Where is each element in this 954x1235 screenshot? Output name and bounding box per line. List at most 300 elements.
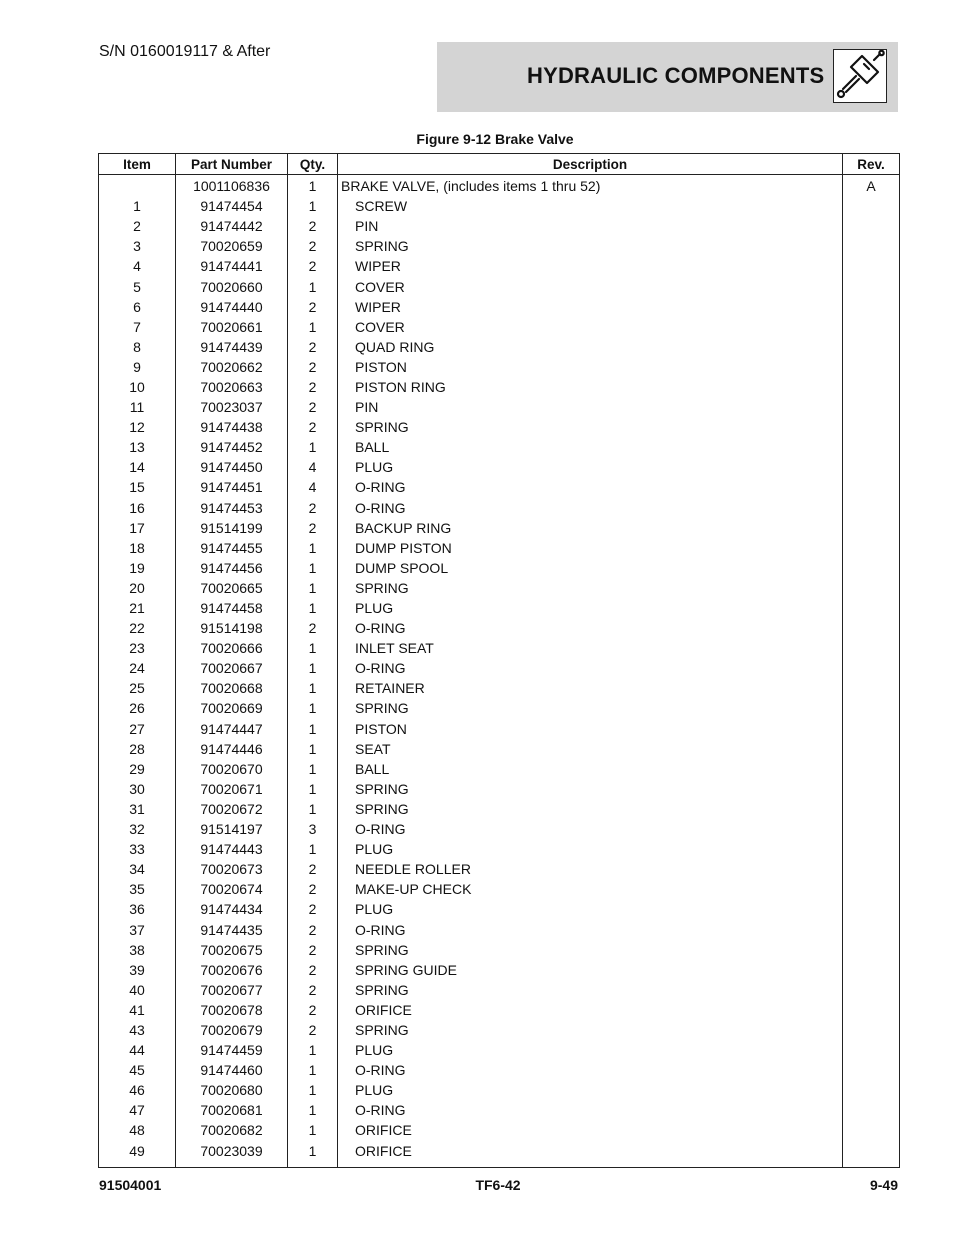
table-row: [99, 980, 900, 1000]
cell-description: COVER: [338, 276, 843, 296]
cell-rev: [843, 196, 900, 216]
cell-qty: 3: [288, 819, 338, 839]
cell-part-number: 1001106836: [176, 175, 288, 197]
cell-rev: [843, 538, 900, 558]
cell-part-number: 70020659: [176, 236, 288, 256]
cell-part-number: 91474452: [176, 437, 288, 457]
table-row: [99, 276, 900, 296]
cell-part-number: 70020662: [176, 357, 288, 377]
cell-description: PIN: [338, 216, 843, 236]
cell-item: 23: [99, 638, 176, 658]
cell-rev: [843, 799, 900, 819]
cell-item: 45: [99, 1060, 176, 1080]
cell-description: QUAD RING: [338, 337, 843, 357]
cell-description: ORIFICE: [338, 1120, 843, 1140]
cell-description: SCREW: [338, 196, 843, 216]
cell-item: 28: [99, 739, 176, 759]
cell-qty: 2: [288, 940, 338, 960]
table-row: [99, 297, 900, 317]
cell-part-number: 70020666: [176, 638, 288, 658]
cell-part-number: 91474442: [176, 216, 288, 236]
cell-part-number: 91474450: [176, 457, 288, 477]
cell-part-number: 70020678: [176, 1000, 288, 1020]
table-row: [99, 859, 900, 879]
cell-qty: 1: [288, 779, 338, 799]
cell-item: 36: [99, 899, 176, 919]
cell-qty: 1: [288, 739, 338, 759]
cell-description: BACKUP RING: [338, 518, 843, 538]
table-row: [99, 819, 900, 839]
cell-part-number: 70023039: [176, 1141, 288, 1161]
table-row: [99, 377, 900, 397]
table-row: [99, 357, 900, 377]
cell-description: PISTON: [338, 357, 843, 377]
table-row: [99, 698, 900, 718]
cell-item: 33: [99, 839, 176, 859]
cell-qty: 2: [288, 980, 338, 1000]
cell-part-number: 70020680: [176, 1080, 288, 1100]
cell-description: NEEDLE ROLLER: [338, 859, 843, 879]
cell-part-number: 70020670: [176, 759, 288, 779]
cell-description: O-RING: [338, 819, 843, 839]
table-row: [99, 196, 900, 216]
table-row: [99, 759, 900, 779]
table-row: [99, 216, 900, 236]
cell-item: 32: [99, 819, 176, 839]
cell-rev: [843, 759, 900, 779]
cell-part-number: 70020661: [176, 317, 288, 337]
cell-rev: [843, 960, 900, 980]
cell-qty: 2: [288, 397, 338, 417]
cell-item: 12: [99, 417, 176, 437]
cell-item: 24: [99, 658, 176, 678]
cell-description: O-RING: [338, 1100, 843, 1120]
cell-part-number: 70020663: [176, 377, 288, 397]
cell-part-number: 91474439: [176, 337, 288, 357]
cell-part-number: 70020672: [176, 799, 288, 819]
table-row: [99, 457, 900, 477]
cell-rev: [843, 518, 900, 538]
cell-part-number: 91474435: [176, 919, 288, 939]
cell-rev: [843, 457, 900, 477]
cell-description: COVER: [338, 317, 843, 337]
cell-part-number: 91474453: [176, 498, 288, 518]
cell-rev: A: [843, 175, 900, 197]
cell-description: PLUG: [338, 1040, 843, 1060]
cell-item: 35: [99, 879, 176, 899]
cell-rev: [843, 618, 900, 638]
table-body: [99, 175, 900, 1168]
section-title: HYDRAULIC COMPONENTS: [527, 63, 825, 88]
table-row: [99, 175, 900, 197]
cell-rev: [843, 357, 900, 377]
cell-item: 22: [99, 618, 176, 638]
table-row: [99, 739, 900, 759]
cell-description: O-RING: [338, 658, 843, 678]
cell-rev: [843, 1080, 900, 1100]
table-row: [99, 1141, 900, 1161]
cell-qty: 1: [288, 759, 338, 779]
table-row: [99, 538, 900, 558]
table-row: [99, 658, 900, 678]
cell-qty: 2: [288, 1020, 338, 1040]
cell-qty: 2: [288, 256, 338, 276]
table-row: [99, 638, 900, 658]
cell-description: O-RING: [338, 618, 843, 638]
cell-rev: [843, 377, 900, 397]
cell-description: DUMP PISTON: [338, 538, 843, 558]
table-row: [99, 960, 900, 980]
cell-description: SPRING: [338, 578, 843, 598]
cell-item: 15: [99, 477, 176, 497]
cell-item: 11: [99, 397, 176, 417]
cell-qty: 2: [288, 357, 338, 377]
cell-rev: [843, 236, 900, 256]
cell-part-number: 70020677: [176, 980, 288, 1000]
cell-item: 25: [99, 678, 176, 698]
cell-description: BRAKE VALVE, (includes items 1 thru 52): [338, 175, 843, 197]
table-spacer-row: [99, 1161, 900, 1168]
table-row: [99, 719, 900, 739]
cell-qty: 1: [288, 558, 338, 578]
cell-part-number: 70020669: [176, 698, 288, 718]
cell-qty: 2: [288, 1000, 338, 1020]
parts-table: [98, 153, 900, 1168]
cell-item: 49: [99, 1141, 176, 1161]
cell-description: SPRING: [338, 940, 843, 960]
cell-item: 38: [99, 940, 176, 960]
cell-item: 1: [99, 196, 176, 216]
cell-item: 26: [99, 698, 176, 718]
column-header-part-number: Part Number: [176, 154, 288, 175]
cell-qty: 1: [288, 317, 338, 337]
cell-rev: [843, 678, 900, 698]
cell-description: INLET SEAT: [338, 638, 843, 658]
spacer-cell: [99, 1161, 176, 1168]
column-header-qty: Qty.: [288, 154, 338, 175]
cell-rev: [843, 638, 900, 658]
cell-rev: [843, 1141, 900, 1161]
cell-part-number: 91474451: [176, 477, 288, 497]
cell-qty: 1: [288, 276, 338, 296]
cell-description: PLUG: [338, 598, 843, 618]
cell-part-number: 91474460: [176, 1060, 288, 1080]
cell-qty: 2: [288, 899, 338, 919]
cell-rev: [843, 578, 900, 598]
cell-item: 48: [99, 1120, 176, 1140]
table-row: [99, 1020, 900, 1040]
spacer-cell: [843, 1161, 900, 1168]
cell-part-number: 70020665: [176, 578, 288, 598]
cell-description: SPRING GUIDE: [338, 960, 843, 980]
table-row: [99, 477, 900, 497]
cell-rev: [843, 1120, 900, 1140]
cell-part-number: 70023037: [176, 397, 288, 417]
cell-item: 3: [99, 236, 176, 256]
cell-rev: [843, 940, 900, 960]
cell-qty: 4: [288, 477, 338, 497]
cell-item: 10: [99, 377, 176, 397]
cell-part-number: 91514197: [176, 819, 288, 839]
cell-item: 2: [99, 216, 176, 236]
cell-part-number: 70020667: [176, 658, 288, 678]
cell-item: 6: [99, 297, 176, 317]
cell-rev: [843, 1000, 900, 1020]
cell-rev: [843, 1100, 900, 1120]
cell-rev: [843, 397, 900, 417]
cell-rev: [843, 437, 900, 457]
cell-description: SPRING: [338, 236, 843, 256]
table-row: [99, 337, 900, 357]
column-header-rev: Rev.: [843, 154, 900, 175]
cell-description: O-RING: [338, 477, 843, 497]
table-row: [99, 397, 900, 417]
table-row: [99, 1120, 900, 1140]
cell-item: 34: [99, 859, 176, 879]
cell-item: 16: [99, 498, 176, 518]
cell-rev: [843, 1060, 900, 1080]
cell-rev: [843, 598, 900, 618]
table-row: [99, 317, 900, 337]
cell-rev: [843, 859, 900, 879]
cell-qty: 2: [288, 960, 338, 980]
cell-description: SPRING: [338, 799, 843, 819]
table-row: [99, 578, 900, 598]
cell-rev: [843, 879, 900, 899]
cell-part-number: 70020679: [176, 1020, 288, 1040]
spacer-cell: [338, 1161, 843, 1168]
section-banner: [437, 42, 898, 112]
table-row: [99, 839, 900, 859]
cell-part-number: 91474456: [176, 558, 288, 578]
cell-part-number: 91514198: [176, 618, 288, 638]
cell-qty: 1: [288, 1141, 338, 1161]
cell-part-number: 70020682: [176, 1120, 288, 1140]
footer-model: TF6-42: [475, 1177, 521, 1193]
cell-item: 9: [99, 357, 176, 377]
cell-item: 20: [99, 578, 176, 598]
cell-item: 17: [99, 518, 176, 538]
cell-rev: [843, 317, 900, 337]
cell-description: SPRING: [338, 980, 843, 1000]
cell-description: ORIFICE: [338, 1000, 843, 1020]
cell-description: WIPER: [338, 297, 843, 317]
table-row: [99, 1060, 900, 1080]
table-row: [99, 940, 900, 960]
cell-rev: [843, 658, 900, 678]
cell-rev: [843, 337, 900, 357]
cell-item: 5: [99, 276, 176, 296]
cell-part-number: 70020676: [176, 960, 288, 980]
cell-item: 8: [99, 337, 176, 357]
cell-part-number: 91474440: [176, 297, 288, 317]
table-row: [99, 437, 900, 457]
cell-qty: 1: [288, 1040, 338, 1060]
cell-rev: [843, 417, 900, 437]
cell-qty: 1: [288, 1120, 338, 1140]
cell-description: O-RING: [338, 498, 843, 518]
cell-description: SPRING: [338, 417, 843, 437]
table-row: [99, 1000, 900, 1020]
cell-description: SPRING: [338, 698, 843, 718]
table-row: [99, 558, 900, 578]
cell-qty: 2: [288, 618, 338, 638]
cell-item: 31: [99, 799, 176, 819]
cell-qty: 1: [288, 578, 338, 598]
cell-qty: 1: [288, 799, 338, 819]
table-header-row: [99, 154, 900, 175]
table-row: [99, 919, 900, 939]
cell-description: WIPER: [338, 256, 843, 276]
cell-item: [99, 175, 176, 197]
footer-manual-number: 91504001: [99, 1177, 162, 1193]
cell-rev: [843, 1020, 900, 1040]
cell-qty: 2: [288, 337, 338, 357]
cell-item: 18: [99, 538, 176, 558]
cell-description: BALL: [338, 437, 843, 457]
cell-description: PLUG: [338, 899, 843, 919]
cell-part-number: 91474434: [176, 899, 288, 919]
cell-qty: 2: [288, 297, 338, 317]
cell-part-number: 70020668: [176, 678, 288, 698]
cell-item: 14: [99, 457, 176, 477]
cell-item: 13: [99, 437, 176, 457]
cell-item: 39: [99, 960, 176, 980]
table-row: [99, 618, 900, 638]
cell-item: 37: [99, 919, 176, 939]
cell-rev: [843, 819, 900, 839]
table-row: [99, 256, 900, 276]
cell-description: BALL: [338, 759, 843, 779]
cell-rev: [843, 558, 900, 578]
cell-part-number: 70020673: [176, 859, 288, 879]
cell-qty: 2: [288, 498, 338, 518]
cell-description: PLUG: [338, 1080, 843, 1100]
cell-description: SEAT: [338, 739, 843, 759]
cell-qty: 1: [288, 658, 338, 678]
cell-part-number: 91474446: [176, 739, 288, 759]
cell-part-number: 91474459: [176, 1040, 288, 1060]
cell-part-number: 91474441: [176, 256, 288, 276]
figure-title: Figure 9-12 Brake Valve: [416, 131, 574, 147]
table-row: [99, 899, 900, 919]
cell-description: RETAINER: [338, 678, 843, 698]
cell-qty: 2: [288, 236, 338, 256]
cell-item: 44: [99, 1040, 176, 1060]
cell-part-number: 70020675: [176, 940, 288, 960]
cell-item: 21: [99, 598, 176, 618]
cell-description: MAKE-UP CHECK: [338, 879, 843, 899]
cell-qty: 1: [288, 538, 338, 558]
table-row: [99, 779, 900, 799]
cell-part-number: 91474438: [176, 417, 288, 437]
cell-description: ORIFICE: [338, 1141, 843, 1161]
cell-description: PISTON RING: [338, 377, 843, 397]
cell-part-number: 91474458: [176, 598, 288, 618]
table-row: [99, 879, 900, 899]
table-row: [99, 236, 900, 256]
table-row: [99, 1080, 900, 1100]
cell-qty: 2: [288, 518, 338, 538]
cell-description: PLUG: [338, 839, 843, 859]
cell-qty: 1: [288, 437, 338, 457]
cell-qty: 1: [288, 196, 338, 216]
cell-rev: [843, 919, 900, 939]
cell-description: O-RING: [338, 919, 843, 939]
cell-item: 30: [99, 779, 176, 799]
cell-qty: 1: [288, 638, 338, 658]
cell-qty: 1: [288, 1100, 338, 1120]
cell-description: SPRING: [338, 1020, 843, 1040]
table-row: [99, 1040, 900, 1060]
cell-rev: [843, 276, 900, 296]
cell-description: PISTON: [338, 719, 843, 739]
cell-qty: 1: [288, 698, 338, 718]
cell-rev: [843, 980, 900, 1000]
cell-qty: 1: [288, 1060, 338, 1080]
cell-qty: 2: [288, 216, 338, 236]
cell-part-number: 70020674: [176, 879, 288, 899]
cell-description: SPRING: [338, 779, 843, 799]
cell-qty: 4: [288, 457, 338, 477]
cell-item: 27: [99, 719, 176, 739]
cell-item: 46: [99, 1080, 176, 1100]
cell-rev: [843, 477, 900, 497]
cell-item: 41: [99, 1000, 176, 1020]
cell-qty: 1: [288, 839, 338, 859]
table-row: [99, 498, 900, 518]
cell-rev: [843, 1040, 900, 1060]
cell-part-number: 91514199: [176, 518, 288, 538]
cell-item: 29: [99, 759, 176, 779]
cell-qty: 1: [288, 175, 338, 197]
cell-rev: [843, 839, 900, 859]
footer-page-number: 9-49: [869, 1177, 898, 1193]
hydraulic-cylinder-icon: [833, 49, 887, 103]
cell-part-number: 70020660: [176, 276, 288, 296]
cell-rev: [843, 779, 900, 799]
cell-item: 19: [99, 558, 176, 578]
cell-item: 40: [99, 980, 176, 1000]
cell-qty: 2: [288, 377, 338, 397]
cell-description: PIN: [338, 397, 843, 417]
table-row: [99, 417, 900, 437]
cell-qty: 1: [288, 1080, 338, 1100]
table-row: [99, 1100, 900, 1120]
cell-description: DUMP SPOOL: [338, 558, 843, 578]
cell-rev: [843, 498, 900, 518]
cell-part-number: 91474447: [176, 719, 288, 739]
cell-item: 43: [99, 1020, 176, 1040]
cell-part-number: 70020681: [176, 1100, 288, 1120]
cell-item: 7: [99, 317, 176, 337]
table-row: [99, 518, 900, 538]
spacer-cell: [176, 1161, 288, 1168]
cell-rev: [843, 256, 900, 276]
cell-qty: 1: [288, 719, 338, 739]
cell-item: 4: [99, 256, 176, 276]
cell-description: PLUG: [338, 457, 843, 477]
cell-part-number: 91474454: [176, 196, 288, 216]
cell-description: O-RING: [338, 1060, 843, 1080]
cell-rev: [843, 698, 900, 718]
cell-rev: [843, 297, 900, 317]
cell-qty: 1: [288, 678, 338, 698]
table-row: [99, 799, 900, 819]
cell-qty: 2: [288, 417, 338, 437]
table-row: [99, 598, 900, 618]
cell-rev: [843, 899, 900, 919]
